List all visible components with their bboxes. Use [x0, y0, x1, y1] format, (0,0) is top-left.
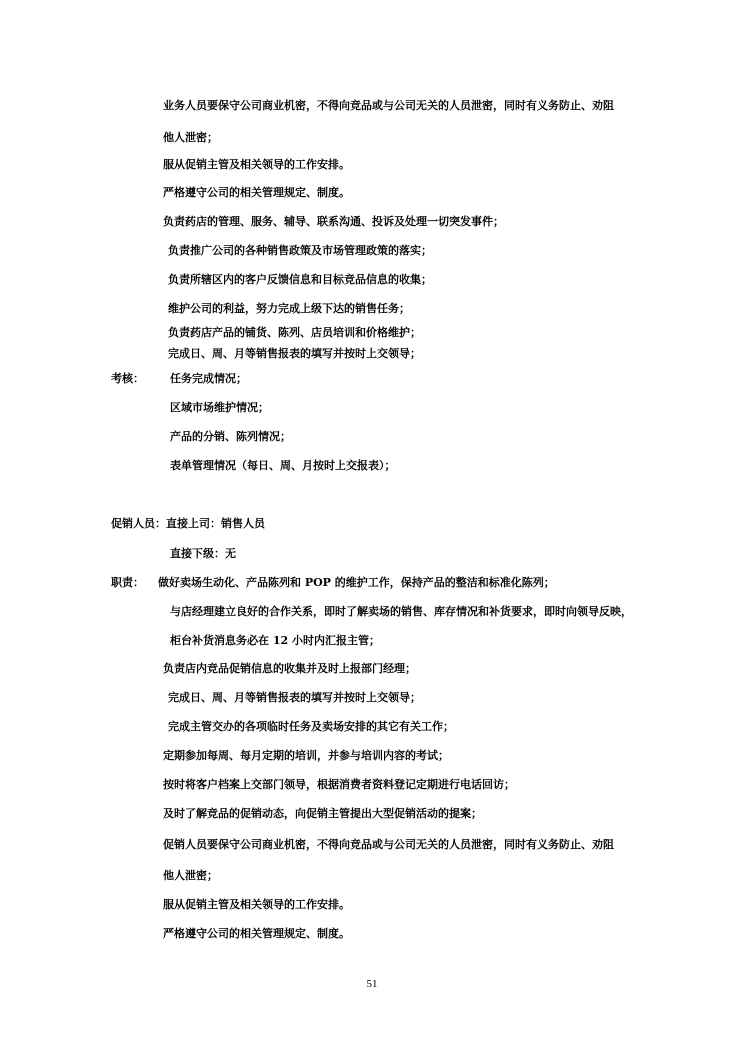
sales-duty-distribution: 负责药店产品的铺货、陈列、店员培训和价格维护；: [168, 326, 421, 339]
page-number: 51: [366, 978, 378, 990]
promoter-header: 促销人员：直接上司：销售人员: [111, 517, 265, 530]
promoter-subordinate: 直接下级：无: [170, 547, 236, 560]
assessment-item: 产品的分销、陈列情况；: [170, 430, 291, 443]
promoter-duty: 定期参加每周、每月定期的培训，并参与培训内容的考试；: [163, 749, 449, 762]
assessment-item: 区域市场维护情况；: [170, 401, 269, 414]
promoter-duty: 与店经理建立良好的合作关系，即时了解卖场的销售、库存情况和补货要求，即时向领导反映，: [170, 605, 632, 618]
sales-duty-confidentiality-line: 业务人员要保守公司商业机密，不得向竞品或与公司无关的人员泄密，同时有义务防止、劝阻: [163, 99, 614, 112]
promoter-duty: 完成主管交办的各项临时任务及卖场安排的其它有关工作；: [168, 720, 454, 733]
promoter-duty: 服从促销主管及相关领导的工作安排。: [163, 898, 350, 911]
sales-duty-rules: 严格遵守公司的相关管理规定、制度。: [163, 186, 350, 199]
promoter-duties-label: 职责：: [111, 576, 144, 589]
assessment-label: 考核：: [111, 372, 144, 385]
assessment-item: 任务完成情况；: [170, 372, 247, 385]
promoter-duty: 促销人员要保守公司商业机密，不得向竞品或与公司无关的人员泄密，同时有义务防止、劝阻: [163, 838, 614, 851]
sales-duty-confidentiality-line-cont: 他人泄密；: [163, 131, 218, 144]
promoter-duty: 及时了解竞品的促销动态，向促销主管提出大型促销活动的提案；: [163, 807, 482, 820]
promoter-duty: 完成日、周、月等销售报表的填写并按时上交领导；: [168, 691, 421, 704]
promoter-duty: 柜台补货消息务必在 12 小时内汇报主管；: [170, 634, 380, 647]
sales-duty-obey: 服从促销主管及相关领导的工作安排。: [163, 158, 350, 171]
promoter-duty: 他人泄密；: [163, 869, 218, 882]
sales-duty-policy: 负责推广公司的各种销售政策及市场管理政策的落实；: [168, 244, 432, 257]
sales-duty-store-management: 负责药店的管理、服务、辅导、联系沟通、投诉及处理一切突发事件；: [163, 215, 504, 228]
promoter-duty: 按时将客户档案上交部门领导，根据消费者资料登记定期进行电话回访；: [163, 778, 515, 791]
sales-duty-targets: 维护公司的利益，努力完成上级下达的销售任务；: [168, 302, 410, 315]
promoter-duty: 严格遵守公司的相关管理规定、制度。: [163, 927, 350, 940]
assessment-item: 表单管理情况（每日、周、月按时上交报表）；: [170, 459, 396, 472]
promoter-duty: 负责店内竞品促销信息的收集并及时上报部门经理；: [163, 662, 416, 675]
promoter-duty: 做好卖场生动化、产品陈列和 POP 的维护工作，保持产品的整洁和标准化陈列；: [158, 576, 555, 589]
sales-duty-reports: 完成日、周、月等销售报表的填写并按时上交领导；: [168, 347, 421, 360]
sales-duty-feedback: 负责所辖区内的客户反馈信息和目标竞品信息的收集；: [168, 273, 432, 286]
